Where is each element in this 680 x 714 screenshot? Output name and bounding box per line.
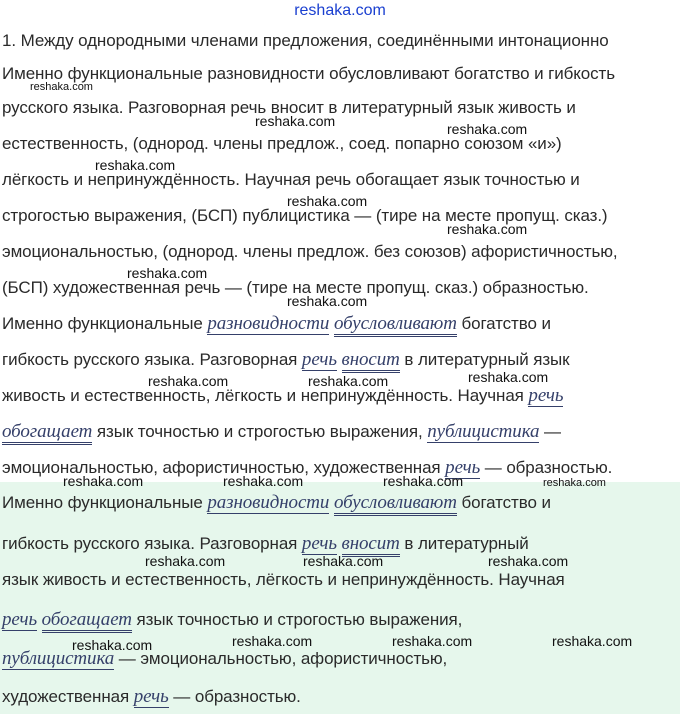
- parsed1-line-4: [2, 421, 561, 443]
- watermark: reshaka.com: [145, 553, 226, 569]
- subject: речь: [528, 385, 564, 406]
- text: Именно функциональные: [2, 493, 208, 512]
- plain-line-5: строгостью выражения, (БСП) публицистика — (тире на месте пропущ. сказ.): [2, 206, 608, 225]
- predicate: обусловливают: [334, 313, 457, 337]
- subject: разновидности: [207, 492, 330, 513]
- plain-line-1: Именно функциональные разновидности обусловливают богатство и гибкость: [2, 64, 615, 83]
- watermark: reshaka.com: [223, 473, 304, 489]
- highlighted-answer-block: [0, 482, 680, 714]
- plain-line-3: естественность, (однород. члены предлож., соед. попарно союзом «и»): [2, 134, 562, 153]
- parsed2-line-1: [2, 492, 551, 514]
- watermark: reshaka.com: [308, 373, 389, 389]
- text: живость и естественность, лёгкость и непринуждённость. Научная: [2, 386, 529, 405]
- plain-line-2: русского языка. Разговорная речь вносит в литературный язык живость и: [2, 98, 576, 117]
- watermark: reshaka.com: [468, 369, 549, 385]
- text: — образностью.: [168, 687, 301, 706]
- predicate: вносит: [342, 349, 400, 373]
- subject: публицистика: [427, 421, 540, 442]
- plain-line-4: лёгкость и непринуждённость. Научная речь обогащает язык точностью и: [2, 170, 580, 189]
- watermark: reshaka.com: [63, 473, 144, 489]
- watermark: reshaka.com: [303, 553, 384, 569]
- parsed2-line-3: [2, 570, 565, 590]
- watermark: reshaka.com: [552, 633, 633, 649]
- text: в литературный язык: [399, 350, 570, 369]
- watermark: reshaka.com: [287, 193, 368, 209]
- text: эмоциональностью, афористичностью, художественная: [2, 458, 446, 477]
- text: язык точностью и строгостью выражения,: [131, 610, 463, 629]
- subject: разновидности: [207, 313, 330, 334]
- text: богатство и: [456, 314, 551, 333]
- watermark: reshaka.com: [127, 265, 208, 281]
- text: язык живость и естественность, лёгкость и непринуждённость. Научная: [2, 570, 565, 589]
- subject: публицистика: [2, 648, 115, 669]
- watermark: reshaka.com: [72, 637, 153, 653]
- text: богатство и: [456, 493, 551, 512]
- watermark: reshaka.com: [255, 113, 336, 129]
- plain-line-6: эмоциональностью, (однород. члены предлож. без союзов) афористичностью,: [2, 242, 618, 261]
- watermark: reshaka.com: [287, 293, 368, 309]
- plain-line-7: (БСП) художественная речь — (тире на месте пропущ. сказ.) образностью.: [2, 278, 589, 297]
- watermark: reshaka.com: [30, 81, 93, 93]
- watermark: reshaka.com: [232, 633, 313, 649]
- parsed2-line-4: [2, 609, 462, 631]
- parsed2-line-2: [2, 533, 529, 555]
- site-header-link[interactable]: reshaka.com: [294, 2, 386, 19]
- text: гибкость русского языка. Разговорная: [2, 534, 302, 553]
- watermark: reshaka.com: [488, 553, 569, 569]
- watermark: reshaka.com: [447, 121, 528, 137]
- watermark: reshaka.com: [148, 373, 229, 389]
- text: в литературный: [399, 534, 529, 553]
- watermark: reshaka.com: [392, 633, 473, 649]
- predicate: обогащает: [42, 609, 132, 633]
- task-line: 1. Между однородными членами предложения, соединёнными интонационно: [2, 31, 609, 50]
- text: художественная: [2, 687, 134, 706]
- watermark: reshaka.com: [543, 477, 606, 489]
- watermark: reshaka.com: [383, 473, 464, 489]
- parsed1-line-1: [2, 313, 551, 335]
- watermark: reshaka.com: [95, 157, 176, 173]
- text: —: [539, 422, 561, 441]
- text: Именно функциональные: [2, 314, 208, 333]
- text: гибкость русского языка. Разговорная: [2, 350, 302, 369]
- subject: речь: [301, 533, 337, 554]
- predicate: обогащает: [2, 421, 92, 445]
- subject: речь: [133, 686, 169, 707]
- subject: речь: [301, 349, 337, 370]
- parsed1-line-2: [2, 349, 569, 371]
- subject: речь: [2, 609, 37, 630]
- text: язык точностью и строгостью выражения,: [92, 422, 428, 441]
- parsed2-line-6: [2, 686, 301, 708]
- parsed1-line-3: [2, 385, 563, 407]
- text: — образностью.: [480, 458, 613, 477]
- predicate: обусловливают: [334, 492, 457, 516]
- subject: речь: [445, 457, 481, 478]
- watermark: reshaka.com: [447, 221, 528, 237]
- parsed2-line-5: [2, 648, 447, 670]
- predicate: вносит: [342, 533, 400, 557]
- text: — эмоциональностью, афористичностью,: [114, 649, 448, 668]
